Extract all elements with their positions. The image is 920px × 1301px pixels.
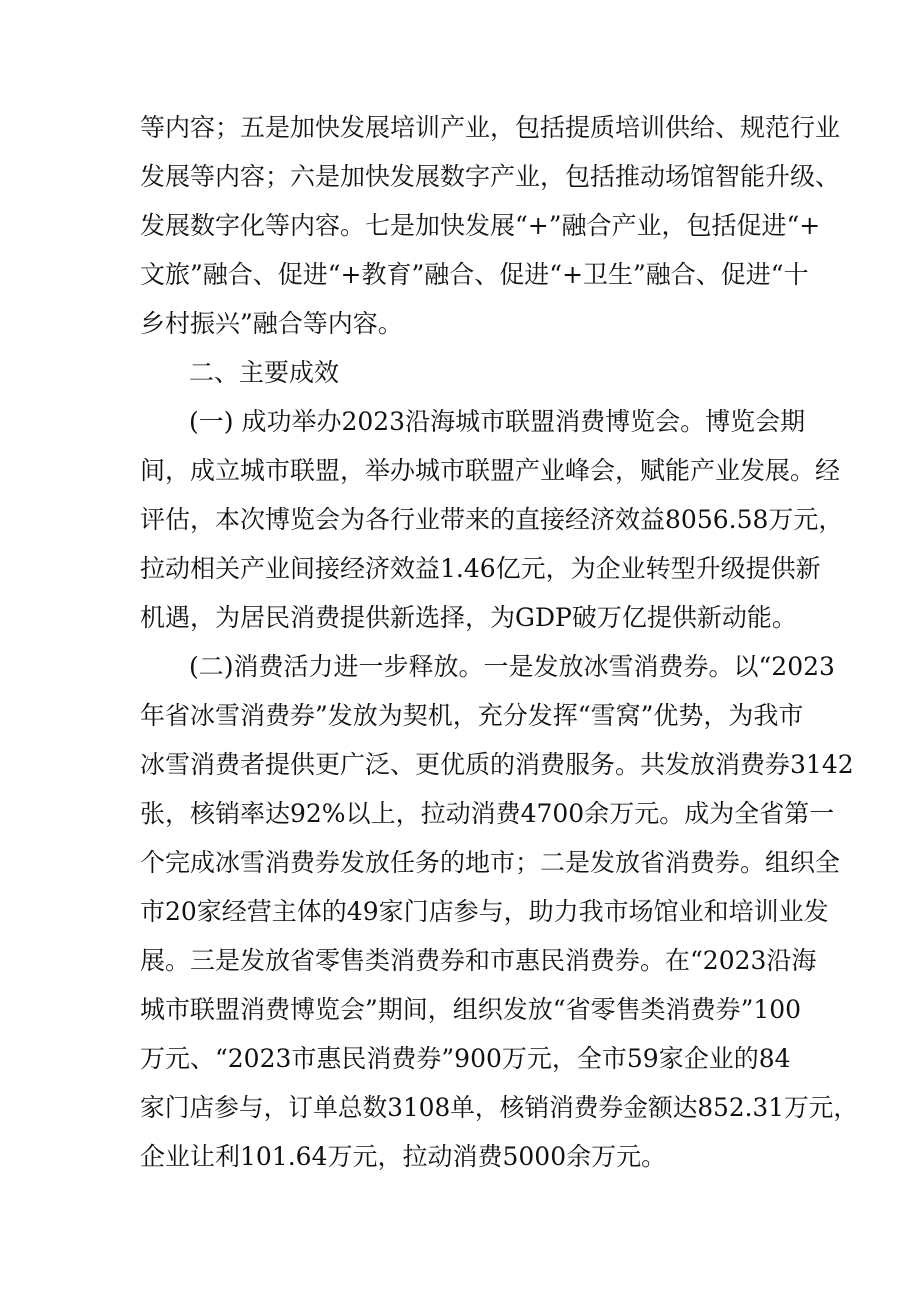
paragraph-line: 文旅”融合、促进“+教育”融合、促进“+卫生”融合、促进“十: [140, 260, 809, 289]
paragraph-line: 万元、“2023市惠民消费券”900万元，全市59家企业的84: [140, 1044, 791, 1073]
paragraph-line: 展。三是发放省零售类消费券和市惠民消费券。在“2023沿海: [140, 946, 817, 975]
paragraph-line: 乡村振兴”融合等内容。: [140, 309, 403, 338]
paragraph-line: 企业让利101.64万元，拉动消费5000余万元。: [140, 1142, 667, 1171]
paragraph-line: 市20家经营主体的49家门店参与，助力我市场馆业和培训业发: [140, 897, 829, 926]
paragraph-line: 间，成立城市联盟，举办城市联盟产业峰会，赋能产业发展。经: [140, 456, 841, 485]
paragraph-line: 冰雪消费者提供更广泛、更优质的消费服务。共发放消费券3142: [140, 750, 854, 779]
paragraph-line: 发展等内容；六是加快发展数字产业，包括推动场馆智能升级、: [140, 162, 841, 191]
section-heading: 二、主要成效: [189, 358, 340, 387]
paragraph-line: 家门店参与，订单总数3108单，核销消费券金额达852.31万元，: [140, 1093, 859, 1122]
paragraph-line: 评估，本次博览会为各行业带来的直接经济效益8056.58万元，: [140, 505, 844, 534]
paragraph-line: 个完成冰雪消费券发放任务的地市；二是发放省消费券。组织全: [140, 848, 841, 877]
paragraph-line: 拉动相关产业间接经济效益1.46亿元，为企业转型升级提供新: [140, 554, 821, 583]
paragraph-line: 机遇，为居民消费提供新选择，为GDP破万亿提供新动能。: [140, 603, 797, 632]
paragraph-line: 年省冰雪消费券”发放为契机，充分发挥“雪窝”优势，为我市: [140, 701, 804, 730]
paragraph-line: 张，核销率达92%以上，拉动消费4700余万元。成为全省第一: [140, 799, 835, 828]
paragraph-line: 等内容；五是加快发展培训产业，包括提质培训供给、规范行业: [140, 113, 841, 142]
paragraph-line: 发展数字化等内容。七是加快发展“+”融合产业，包括促进“+: [140, 211, 821, 240]
paragraph-line: (一) 成功举办2023沿海城市联盟消费博览会。博览会期: [189, 407, 806, 436]
paragraph-line: (二)消费活力进一步释放。一是发放冰雪消费券。以“2023: [189, 652, 835, 681]
paragraph-line: 城市联盟消费博览会”期间，组织发放“省零售类消费券”100: [140, 995, 802, 1024]
